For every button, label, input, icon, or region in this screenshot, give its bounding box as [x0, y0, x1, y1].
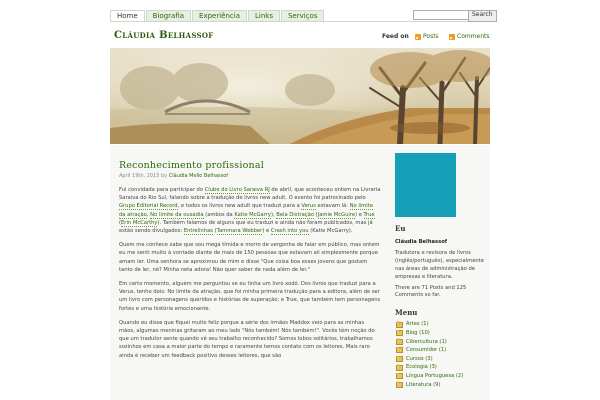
menu-item-label[interactable]: Cibercultura (1) — [406, 338, 447, 345]
tab-servicos[interactable]: Serviços — [281, 10, 325, 21]
link[interactable]: Grupo Editorial Record — [119, 203, 178, 210]
feed-posts-link[interactable] — [415, 33, 439, 40]
post-paragraph: Em certo momento, alguém me perguntou se eu tinha um livro xodó. Dos livros que traduzi para a Verus, tenho dois: No limite da atração, que foi minha primeira tradução para a editora, além de ser um livro com personagens queridos e histórias de superação; e True, que também tem personagens fortes e uma história emocionante. — [119, 281, 381, 312]
menu-item[interactable] — [396, 355, 487, 364]
link[interactable]: No limite da ousadia — [150, 211, 204, 218]
search-button[interactable]: Search — [468, 10, 497, 22]
site-header — [110, 22, 490, 48]
post-author-link[interactable]: Cláudia Mello Belhassof — [168, 173, 229, 179]
feed-on-label: Feed on — [382, 33, 409, 40]
folder-icon — [396, 373, 403, 379]
post-title[interactable]: Reconhecimento profissional — [119, 160, 264, 171]
rss-icon — [449, 34, 455, 40]
tab-biografia[interactable]: Biografia — [146, 10, 191, 21]
blog-post — [119, 153, 381, 366]
link[interactable]: No limite da atração — [119, 203, 373, 218]
menu-item-label[interactable]: Literatura (9) — [406, 381, 441, 388]
link[interactable]: Katie McGarry — [234, 211, 271, 218]
text: ) e — [262, 228, 271, 235]
sidebar — [391, 153, 487, 389]
text: ( — [314, 211, 318, 218]
menu-item[interactable] — [396, 363, 487, 372]
search-input[interactable] — [413, 10, 472, 20]
menu-item-label[interactable]: Língua Portuguesa (2) — [406, 372, 464, 379]
post-date: April 19th, 2015 — [119, 173, 160, 179]
text: (Katie McGarry). — [308, 228, 353, 235]
link[interactable]: Entrelinhas — [183, 228, 213, 235]
folder-icon — [396, 339, 403, 345]
text: (ambos da — [203, 211, 235, 218]
feed-comments-label: Comments — [457, 33, 490, 40]
menu-item-label[interactable]: Artes (1) — [406, 321, 429, 328]
text: ) e — [355, 211, 364, 218]
link[interactable]: Clube do Livro Saraiva RJ — [204, 187, 270, 193]
text: , e todos os livros new adult que traduzi para a — [177, 203, 302, 210]
text: estavam lá: — [315, 203, 350, 210]
feed-comments-link[interactable] — [449, 33, 490, 40]
header-banner-image — [110, 48, 490, 144]
top-navigation — [110, 10, 324, 21]
link[interactable]: Tammara Webber — [216, 228, 263, 235]
blog-stats: There are 71 Posts and 125 Comments so far. — [395, 284, 467, 299]
link[interactable]: Crash into you — [270, 228, 309, 235]
menu-item-label[interactable]: Ecologia (3) — [406, 364, 437, 371]
about-text — [395, 239, 487, 247]
text: ). Também falamos de alguns que eu traduzi e ainda não foram publicados, mas já estão sendo divulgados: — [119, 219, 373, 235]
text: ( — [119, 219, 122, 226]
menu-item-label[interactable]: Cursos (3) — [406, 355, 433, 362]
link[interactable]: Verus — [301, 203, 316, 210]
folder-icon — [396, 322, 403, 328]
site-title[interactable]: Cláudia Belhassof — [114, 30, 214, 41]
post-meta — [119, 173, 381, 179]
text: Fui convidada para participar do — [119, 187, 205, 193]
author-name: Cláudia Belhassof — [395, 239, 448, 245]
avatar — [395, 153, 456, 217]
text: de abril, que aconteceu ontem na Livraria Saraiva do Rio Sul, falando sobre a tradução de livros new adult. O evento foi patrocinado pelo — [119, 187, 381, 202]
post-paragraph: Quando eu disse que fiquei muito feliz porque a série dos irmãos Maddox veio para as minhas mãos, algumas meninas gritaram ao meu lado "Nós também! Nós também!". Vocês têm noção do que um tradutor sente quando vê seu trabalho reconhecido? Somos lobos solitários, trabalhamos sozinhos em casa a maior parte do tempo e raramente temos contato com os leitores. Mais raro ainda é receber um feedback positivo desses leitores, que são — [119, 319, 375, 359]
text: ( — [212, 228, 217, 235]
folder-icon — [396, 365, 403, 371]
category-menu — [396, 320, 487, 389]
menu-item-label[interactable]: Blog (10) — [406, 329, 430, 336]
autumn-park-illustration — [110, 48, 490, 144]
folder-icon — [396, 382, 403, 388]
menu-item[interactable] — [396, 320, 487, 329]
post-paragraph: Quem me conhece sabe que sou mega tímida e morro de vergonha de falar em público, mas ontem eu me senti muito à vontade diante de mais de 150 pessoas que estavam ali simplesmente porque amam ler. Uma senhora se aproximou de mim e disse "Que coisa boa esses jovens que gostam tanto de ler, né? Minha neta adora! Não quer saber de nada além de ler." — [119, 242, 380, 273]
feed-posts-label: Posts — [423, 33, 439, 40]
text: , — [146, 211, 151, 218]
post-paragraph — [119, 186, 381, 235]
menu-item[interactable] — [396, 372, 487, 381]
folder-icon — [396, 347, 403, 353]
folder-icon — [396, 356, 403, 362]
menu-item[interactable] — [396, 346, 487, 355]
tab-home[interactable]: Home — [110, 10, 145, 21]
author-bio: Tradutora e revisora de livros (inglês/português), especialmente nas áreas de administração de empresas e literatura. — [395, 249, 484, 280]
menu-item-label[interactable]: Consumidor (1) — [406, 347, 447, 354]
link[interactable]: Bela Distração — [276, 211, 314, 218]
menu-item[interactable] — [396, 338, 487, 347]
menu-heading: Menu — [395, 308, 418, 318]
link[interactable]: Erin McCarthy — [121, 219, 158, 226]
rss-icon — [415, 34, 421, 40]
tab-links[interactable]: Links — [248, 10, 280, 21]
text: ), — [270, 211, 277, 218]
link[interactable]: Jamie McGuire — [317, 211, 356, 218]
menu-item[interactable] — [396, 329, 487, 338]
about-heading: Eu — [395, 224, 406, 233]
link[interactable]: True — [363, 211, 375, 218]
tab-experiencia[interactable]: Experiência — [192, 10, 247, 21]
menu-item[interactable] — [396, 381, 487, 390]
post-by: by — [161, 173, 168, 179]
folder-icon — [396, 330, 403, 336]
